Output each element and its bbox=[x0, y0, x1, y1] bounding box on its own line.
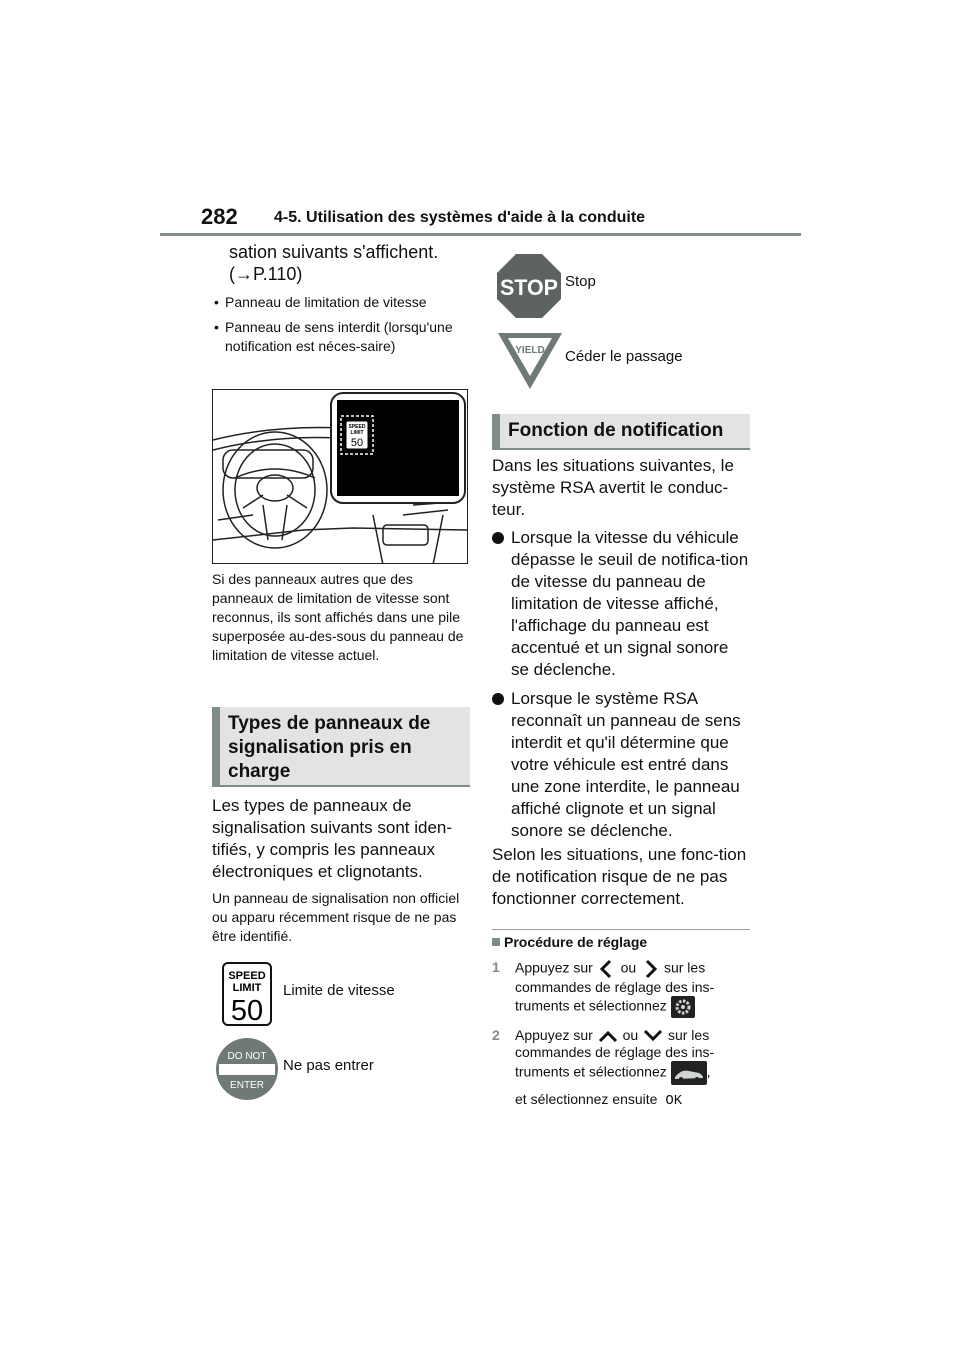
chevron-left-icon bbox=[597, 959, 617, 979]
sign-label-speed-limit: Limite de vitesse bbox=[283, 982, 395, 999]
step-1 bbox=[492, 959, 750, 1019]
do-not-enter-sign-icon bbox=[215, 1037, 279, 1101]
speed-limit-sign-icon bbox=[222, 962, 272, 1026]
chevron-right-icon bbox=[640, 959, 660, 979]
dashboard-drawing bbox=[213, 390, 468, 564]
step-text-b: sur les commandes de réglage des ins-truments et sélectionnez bbox=[515, 959, 715, 1014]
step-text-c: et sélectionnez ensuite bbox=[515, 1091, 658, 1108]
dashboard-illustration bbox=[212, 389, 468, 564]
chevron-up-icon bbox=[597, 1028, 619, 1044]
page-reference: (→P.110) bbox=[229, 264, 303, 284]
speed-sign-line1: SPEED bbox=[228, 970, 266, 982]
sign-label-do-not-enter: Ne pas entrer bbox=[283, 1057, 374, 1074]
speed-sign-line2: LIMIT bbox=[232, 982, 262, 994]
list-item bbox=[492, 688, 750, 842]
bullet-list bbox=[212, 293, 470, 362]
bullet-item: • Panneau de sens interdit (lorsqu'une notification est néces-saire) bbox=[212, 318, 470, 356]
square-marker-icon bbox=[492, 938, 500, 946]
notification-conditions bbox=[492, 527, 750, 849]
sign-label-yield: Céder le passage bbox=[565, 348, 683, 365]
bullet-dot bbox=[492, 693, 504, 705]
step-text: Appuyez sur ou sur les commandes de réglage des ins-truments et sélectionnez , et sélectionnez ensuite OK bbox=[515, 1027, 715, 1110]
sub-heading-text: Procédure de réglage bbox=[504, 934, 648, 950]
illus-sign-value: 50 bbox=[350, 437, 364, 449]
sign-types-note: Un panneau de signalisation non officiel ou apparu récemment risque de ne pas être identifié. bbox=[212, 890, 460, 944]
page-header bbox=[160, 200, 801, 236]
list-item bbox=[492, 527, 750, 681]
sign-label-stop: Stop bbox=[565, 273, 596, 290]
notification-limitation: Selon les situations, une fonc-tion de notification risque de ne pas fonctionner correctement. bbox=[492, 845, 747, 908]
chevron-down-icon bbox=[642, 1028, 664, 1044]
list-item-text: Lorsque le système RSA reconnaît un panneau de sens interdit et qu'il détermine que votre véhicule est entré dans une zone interdite, le panneau affiché clignote et un signal sonore se déclenche. bbox=[511, 689, 741, 840]
yield-sign-text: YIELD bbox=[515, 345, 545, 356]
bullet-dot bbox=[492, 532, 504, 544]
step-text-b: sur les commandes de réglage des ins-truments et sélectionnez bbox=[515, 1027, 715, 1080]
section-heading-notification: Fonction de notification bbox=[492, 414, 750, 450]
step-text bbox=[515, 959, 750, 1018]
step-text-or: ou bbox=[620, 959, 637, 976]
illus-sign-line2: LIMIT bbox=[350, 430, 364, 436]
stop-sign-text: STOP bbox=[500, 275, 558, 300]
list-item-text: Lorsque la vitesse du véhicule dépasse le seuil de notifica-tion de vitesse du panneau de limitation de vitesse affiché, l'affichage du panneau est accentué et un signal sonore se déclenche. bbox=[511, 528, 749, 679]
ok-label: OK bbox=[665, 1093, 683, 1110]
setting-procedure-heading bbox=[492, 929, 750, 950]
step-2 bbox=[492, 1027, 750, 1117]
illus-sign-line1: SPEED bbox=[348, 424, 366, 430]
step-number: 2 bbox=[492, 1027, 500, 1043]
step-number: 1 bbox=[492, 959, 500, 975]
dne-sign-line2: ENTER bbox=[230, 1080, 264, 1091]
gear-icon bbox=[671, 996, 695, 1018]
step-text-a: Appuyez sur bbox=[515, 1027, 593, 1043]
step-text-a: Appuyez sur bbox=[515, 959, 593, 976]
illustration-caption: Si des panneaux autres que des panneaux de limitation de vitesse sont reconnus, ils sont affichés dans une pile superposée au-des-sous du panneau de limitation de vitesse actuel. bbox=[212, 571, 464, 663]
yield-sign-icon bbox=[497, 332, 563, 390]
stop-sign-icon bbox=[496, 253, 562, 319]
page-number: 282 bbox=[201, 204, 238, 229]
lead-line: sation suivants s'affichent. bbox=[229, 242, 439, 262]
speed-sign-value: 50 bbox=[230, 995, 264, 1026]
dne-sign-line1: DO NOT bbox=[227, 1051, 267, 1062]
bullet-item: • Panneau de limitation de vitesse bbox=[212, 293, 470, 312]
step-text-or: ou bbox=[622, 1027, 639, 1043]
notification-intro: Dans les situations suivantes, le système RSA avertit le conduc-teur. bbox=[492, 456, 734, 519]
lead-text bbox=[229, 241, 469, 285]
car-sign-assist-icon bbox=[671, 1061, 707, 1085]
section-title: 4-5. Utilisation des systèmes d'aide à la conduite bbox=[274, 209, 646, 226]
section-heading-sign-types: Types de panneaux de signalisation pris en charge bbox=[212, 707, 470, 787]
sign-types-paragraph: Les types de panneaux de signalisation suivants sont iden-tifiés, y compris les panneaux électroniques et clignotants. bbox=[212, 796, 453, 881]
